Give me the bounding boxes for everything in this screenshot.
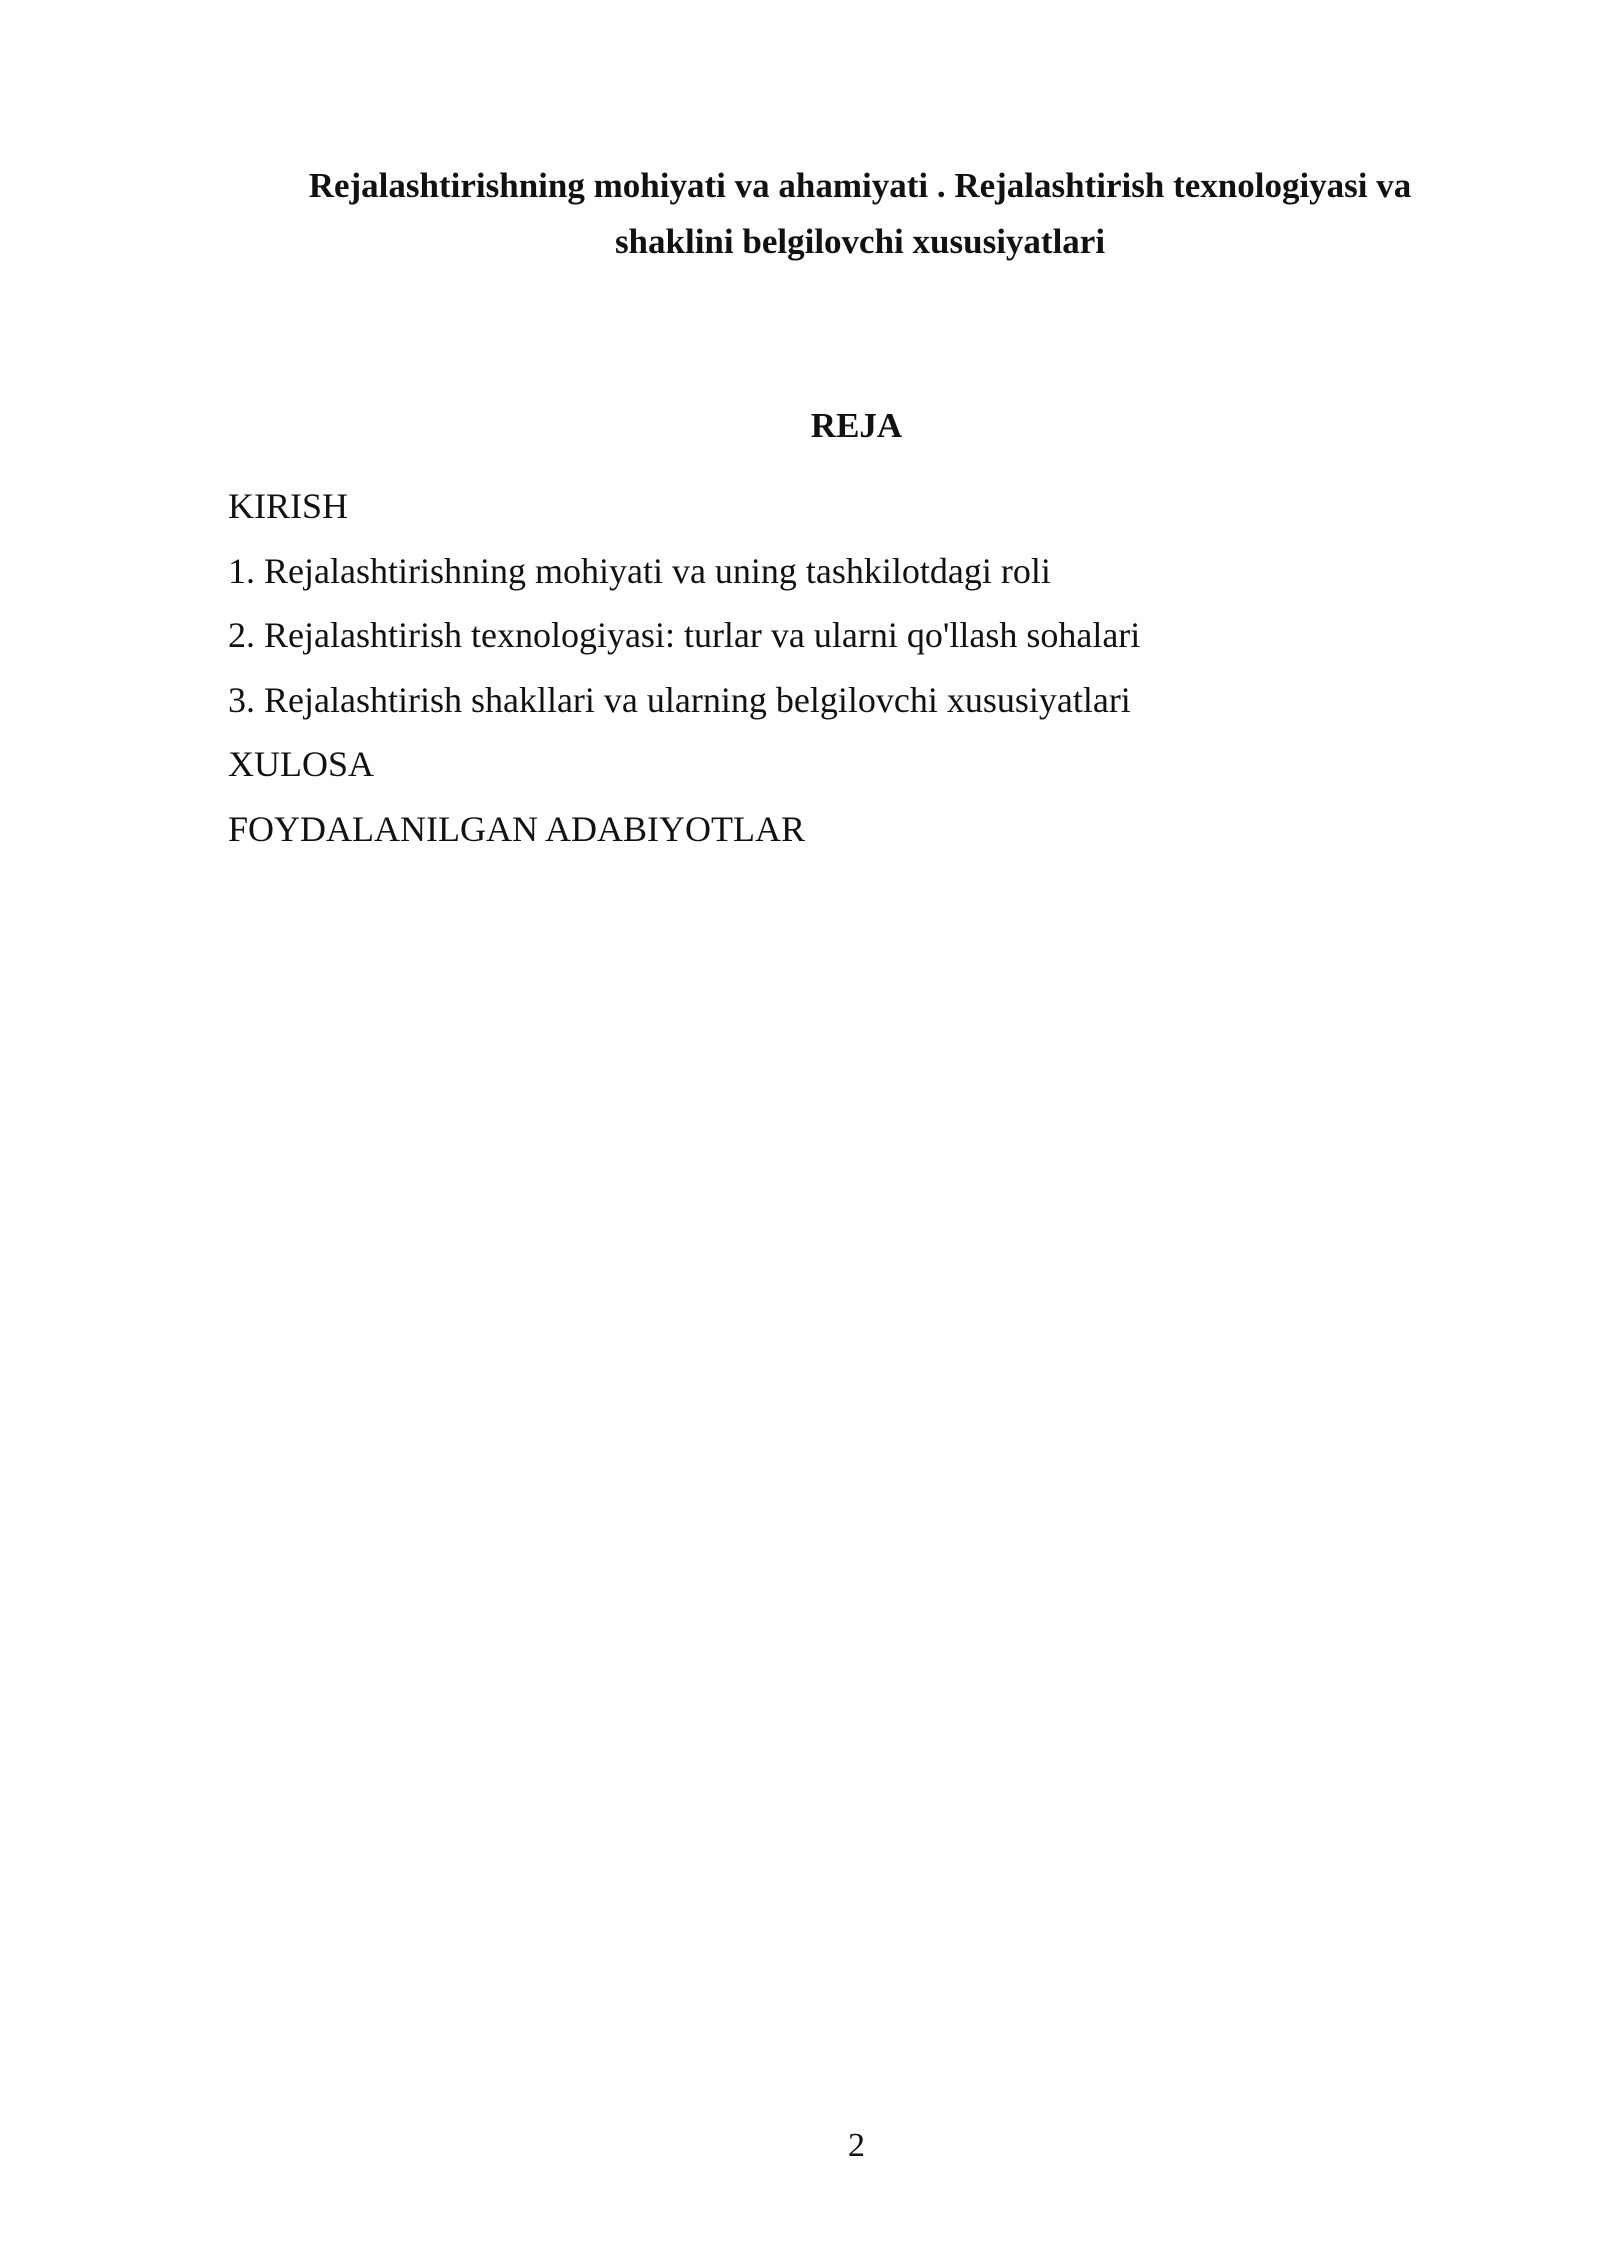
plan-item-introduction: KIRISH (228, 486, 349, 526)
plan-item-1: 1. Rejalashtirishning mohiyati va uning tashkilotdagi roli (228, 550, 1051, 591)
document-title-line-2: shaklini belgilovchi xususiyatlari (614, 222, 1106, 261)
plan-list (228, 474, 1140, 861)
page-number: 2 (848, 2127, 865, 2164)
plan-heading: REJA (810, 406, 903, 445)
plan-item-conclusion: XULOSA (228, 744, 375, 784)
plan-item-3: 3. Rejalashtirish shakllari va ularning belgilovchi xususiyatlari (228, 679, 1131, 720)
plan-item-references: FOYDALANILGAN ADABIYOTLAR (228, 808, 805, 849)
plan-item-2: 2. Rejalashtirish texnologiyasi: turlar va ularni qo'llash sohalari (228, 615, 1141, 655)
document-title-line-1: Rejalashtirishning mohiyati va ahamiyati . Rejalashtirish texnologiyasi va (308, 166, 1412, 205)
document-title (250, 158, 1470, 270)
